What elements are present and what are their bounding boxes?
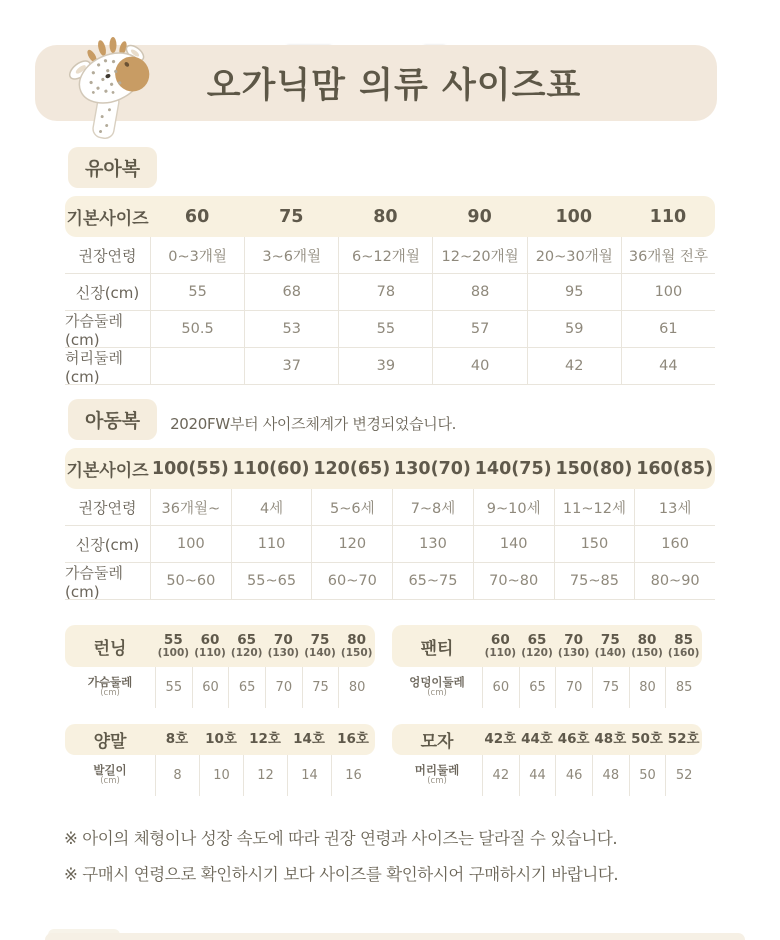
table-cell: 80~90 bbox=[634, 563, 715, 599]
small-table-header-row bbox=[65, 724, 375, 755]
size-column-header: 150(80) bbox=[555, 458, 633, 479]
table-cell: 57 bbox=[432, 311, 526, 347]
size-column-header bbox=[629, 732, 666, 747]
corner-label: 기본사이즈 bbox=[66, 209, 149, 229]
table-cell: 110 bbox=[231, 526, 312, 562]
row-label-unit: (cm) bbox=[427, 688, 447, 699]
row-label: 가슴둘레(cm) bbox=[65, 311, 123, 349]
size-main: 14호 bbox=[293, 731, 325, 748]
size-main: 70 bbox=[273, 631, 293, 648]
size-column-header bbox=[331, 732, 375, 747]
size-main: 75 bbox=[310, 631, 330, 648]
size-sub: (120) bbox=[521, 646, 553, 659]
table-cell: 36개월~ bbox=[150, 489, 231, 525]
size-sub: (130) bbox=[267, 646, 300, 659]
table-cell: 8 bbox=[155, 755, 199, 796]
size-column-header bbox=[199, 732, 243, 747]
table-cell: 100 bbox=[150, 526, 231, 562]
row-label: 허리둘레(cm) bbox=[65, 348, 123, 386]
size-sub: (140) bbox=[594, 646, 627, 659]
kids-section-badge: 아동복 bbox=[68, 399, 157, 440]
brand-header bbox=[35, 45, 717, 121]
size-column-header: 110(60) bbox=[232, 458, 310, 479]
size-column-header: 100(55) bbox=[151, 458, 229, 479]
table-cell: 3~6개월 bbox=[244, 237, 338, 273]
small-table-row bbox=[392, 667, 702, 708]
size-column-header bbox=[555, 732, 592, 747]
size-column-header: 160(85) bbox=[636, 458, 714, 479]
table-cell: 11~12세 bbox=[554, 489, 635, 525]
size-column-header: 75 bbox=[279, 206, 304, 227]
table-cell: 100 bbox=[621, 274, 715, 310]
size-sub: (120) bbox=[230, 646, 263, 659]
size-main: 48호 bbox=[594, 731, 627, 748]
small-table-title: 런닝 bbox=[93, 638, 127, 659]
table-header-row bbox=[65, 196, 715, 237]
table-cell: 7~8세 bbox=[392, 489, 473, 525]
table-cell: 140 bbox=[473, 526, 554, 562]
small-table-header-row bbox=[392, 625, 702, 667]
row-label bbox=[392, 755, 482, 796]
kids-section-header bbox=[68, 399, 780, 440]
row-label-unit: (cm) bbox=[100, 776, 120, 787]
table-cell: 88 bbox=[432, 274, 526, 310]
size-column-header bbox=[592, 732, 629, 747]
table-cell: 5~6세 bbox=[311, 489, 392, 525]
size-main: 70 bbox=[564, 631, 584, 648]
table-cell: 55 bbox=[338, 311, 432, 347]
row-label: 신장(cm) bbox=[75, 283, 140, 302]
table-cell: 150 bbox=[554, 526, 635, 562]
hat-size-table bbox=[392, 724, 702, 796]
table-cell: 60 bbox=[192, 667, 229, 708]
table-cell: 75 bbox=[592, 667, 629, 708]
table-cell: 65 bbox=[228, 667, 265, 708]
table-row bbox=[65, 562, 715, 600]
table-cell: 20~30개월 bbox=[527, 237, 621, 273]
row-label-main: 머리둘레 bbox=[414, 763, 460, 777]
table-header-row bbox=[65, 448, 715, 489]
size-column-header: 90 bbox=[467, 206, 492, 227]
table-cell: 75~85 bbox=[554, 563, 635, 599]
table-cell: 13세 bbox=[634, 489, 715, 525]
table-cell: 85 bbox=[665, 667, 702, 708]
size-main: 80 bbox=[637, 631, 657, 648]
size-main: 80 bbox=[347, 631, 367, 648]
size-column-header: 60 bbox=[184, 206, 210, 227]
table-cell: 60 bbox=[482, 667, 519, 708]
size-main: 46호 bbox=[557, 731, 590, 748]
size-column-header bbox=[629, 633, 666, 659]
table-row bbox=[65, 347, 715, 385]
table-row bbox=[65, 525, 715, 562]
size-main: 44호 bbox=[521, 731, 553, 748]
table-cell: 70~80 bbox=[473, 563, 554, 599]
small-table-header-row bbox=[65, 625, 375, 667]
size-main: 42호 bbox=[484, 731, 517, 748]
table-row bbox=[65, 237, 715, 273]
table-cell: 55 bbox=[155, 667, 192, 708]
table-cell: 59 bbox=[527, 311, 621, 347]
size-column-header: 140(75) bbox=[474, 458, 552, 479]
table-cell: 78 bbox=[338, 274, 432, 310]
small-table-title: 팬티 bbox=[420, 638, 454, 659]
size-main: 50호 bbox=[631, 731, 663, 748]
footnote: ※ 구매시 연령으로 확인하시기 보다 사이즈를 확인하시어 구매하시기 바랍니다. bbox=[64, 865, 619, 884]
size-sub: (140) bbox=[304, 646, 336, 659]
row-label: 가슴둘레(cm) bbox=[65, 563, 123, 601]
table-cell: 60~70 bbox=[311, 563, 392, 599]
size-column-header bbox=[243, 732, 287, 747]
table-cell: 55 bbox=[150, 274, 244, 310]
accessory-tables-row bbox=[65, 724, 780, 796]
size-column-header bbox=[555, 633, 592, 659]
small-table-row bbox=[65, 667, 375, 708]
table-cell: 4세 bbox=[231, 489, 312, 525]
undershirt-size-table bbox=[65, 625, 375, 708]
table-cell: 44 bbox=[621, 348, 715, 384]
underwear-tables-row bbox=[65, 625, 780, 708]
size-sub: (110) bbox=[194, 646, 226, 659]
table-cell: 55~65 bbox=[231, 563, 312, 599]
size-sub: (150) bbox=[340, 646, 373, 659]
table-cell: 42 bbox=[482, 755, 519, 796]
small-table-row bbox=[65, 755, 375, 796]
row-label-main: 엉덩이둘레 bbox=[409, 675, 465, 689]
size-column-header: 110 bbox=[649, 206, 687, 227]
row-label-main: 발길이 bbox=[93, 763, 127, 777]
table-cell: 68 bbox=[244, 274, 338, 310]
table-cell bbox=[150, 348, 244, 384]
giraffe-icon bbox=[47, 34, 177, 140]
table-cell: 120 bbox=[311, 526, 392, 562]
size-column-header bbox=[665, 633, 702, 659]
table-cell: 65 bbox=[519, 667, 556, 708]
infant-section-header bbox=[68, 147, 780, 188]
size-sub: (110) bbox=[484, 646, 517, 659]
table-cell: 46 bbox=[555, 755, 592, 796]
row-label-unit: (cm) bbox=[100, 688, 120, 699]
size-main: 12호 bbox=[249, 731, 281, 748]
infant-section-badge: 유아복 bbox=[68, 147, 157, 188]
table-cell: 70 bbox=[265, 667, 302, 708]
size-main: 8호 bbox=[165, 731, 189, 748]
table-cell: 50~60 bbox=[150, 563, 231, 599]
table-cell: 61 bbox=[621, 311, 715, 347]
size-column-header bbox=[519, 732, 556, 747]
size-sub: (100) bbox=[157, 646, 190, 659]
size-main: 52호 bbox=[667, 731, 700, 748]
table-cell: 80 bbox=[629, 667, 666, 708]
size-main: 10호 bbox=[205, 731, 237, 748]
size-main: 16호 bbox=[337, 731, 369, 748]
row-label: 권장연령 bbox=[78, 246, 137, 265]
table-cell: 95 bbox=[527, 274, 621, 310]
row-label-main: 가슴둘레 bbox=[87, 675, 133, 689]
size-column-header bbox=[665, 732, 702, 747]
table-row bbox=[65, 310, 715, 347]
size-column-header bbox=[482, 633, 519, 659]
table-cell: 50 bbox=[629, 755, 666, 796]
table-cell: 70 bbox=[555, 667, 592, 708]
table-cell: 36개월 전후 bbox=[621, 237, 715, 273]
table-cell: 75 bbox=[302, 667, 339, 708]
size-sub: (150) bbox=[631, 646, 663, 659]
row-label bbox=[65, 755, 155, 796]
size-column-header bbox=[155, 732, 199, 747]
size-column-header bbox=[265, 633, 302, 659]
table-cell: 52 bbox=[665, 755, 702, 796]
table-cell: 53 bbox=[244, 311, 338, 347]
table-cell: 39 bbox=[338, 348, 432, 384]
size-main: 60 bbox=[490, 631, 510, 648]
size-main: 60 bbox=[200, 631, 220, 648]
small-table-header-row bbox=[392, 724, 702, 755]
size-column-header: 100 bbox=[555, 206, 592, 227]
size-main: 55 bbox=[163, 631, 183, 648]
size-column-header bbox=[287, 732, 331, 747]
size-main: 65 bbox=[527, 631, 547, 648]
size-column-header bbox=[155, 633, 192, 659]
table-cell: 9~10세 bbox=[473, 489, 554, 525]
table-cell: 14 bbox=[287, 755, 331, 796]
table-cell: 0~3개월 bbox=[150, 237, 244, 273]
socks-size-table bbox=[65, 724, 375, 796]
table-cell: 80 bbox=[338, 667, 375, 708]
table-cell: 6~12개월 bbox=[338, 237, 432, 273]
small-table-title: 양말 bbox=[93, 732, 127, 752]
size-column-header bbox=[192, 633, 229, 659]
row-label: 신장(cm) bbox=[75, 535, 140, 554]
footnote: ※ 아이의 체형이나 성장 속도에 따라 권장 연령과 사이즈는 달라질 수 있습니다. bbox=[64, 829, 618, 848]
size-column-header: 130(70) bbox=[394, 458, 471, 479]
size-sub: (130) bbox=[557, 646, 590, 659]
kids-size-table bbox=[65, 448, 715, 600]
footnotes bbox=[64, 825, 780, 885]
table-cell: 12~20개월 bbox=[432, 237, 526, 273]
table-cell: 10 bbox=[199, 755, 243, 796]
size-column-header bbox=[482, 732, 519, 747]
table-cell: 48 bbox=[592, 755, 629, 796]
table-row bbox=[65, 489, 715, 525]
size-column-header: 120(65) bbox=[313, 458, 391, 479]
cropped-next-section-band bbox=[45, 933, 745, 940]
row-label: 권장연령 bbox=[78, 498, 137, 517]
row-label-unit: (cm) bbox=[427, 776, 447, 787]
table-cell: 130 bbox=[392, 526, 473, 562]
size-column-header bbox=[592, 633, 629, 659]
table-cell: 40 bbox=[432, 348, 526, 384]
row-label bbox=[65, 667, 155, 708]
table-cell: 44 bbox=[519, 755, 556, 796]
table-cell: 42 bbox=[527, 348, 621, 384]
table-cell: 16 bbox=[331, 755, 375, 796]
corner-label: 기본사이즈 bbox=[66, 461, 149, 481]
infant-size-table bbox=[65, 196, 715, 385]
page-title: 오가닉맘 의류 사이즈표 bbox=[206, 66, 582, 106]
size-main: 85 bbox=[674, 631, 694, 648]
table-cell: 50.5 bbox=[150, 311, 244, 347]
table-cell: 65~75 bbox=[392, 563, 473, 599]
small-table-title: 모자 bbox=[420, 732, 454, 752]
size-change-note: 2020FW부터 사이즈체계가 변경되었습니다. bbox=[170, 415, 457, 433]
size-column-header bbox=[302, 633, 339, 659]
size-column-header bbox=[228, 633, 265, 659]
table-cell: 160 bbox=[634, 526, 715, 562]
panties-size-table bbox=[392, 625, 702, 708]
size-column-header bbox=[338, 633, 375, 659]
small-table-row bbox=[392, 755, 702, 796]
size-main: 75 bbox=[600, 631, 620, 648]
size-column-header: 80 bbox=[373, 206, 398, 227]
size-column-header bbox=[519, 633, 556, 659]
table-cell: 37 bbox=[244, 348, 338, 384]
table-cell: 12 bbox=[243, 755, 287, 796]
table-row bbox=[65, 273, 715, 310]
size-main: 65 bbox=[237, 631, 257, 648]
row-label bbox=[392, 667, 482, 708]
size-sub: (160) bbox=[667, 646, 700, 659]
